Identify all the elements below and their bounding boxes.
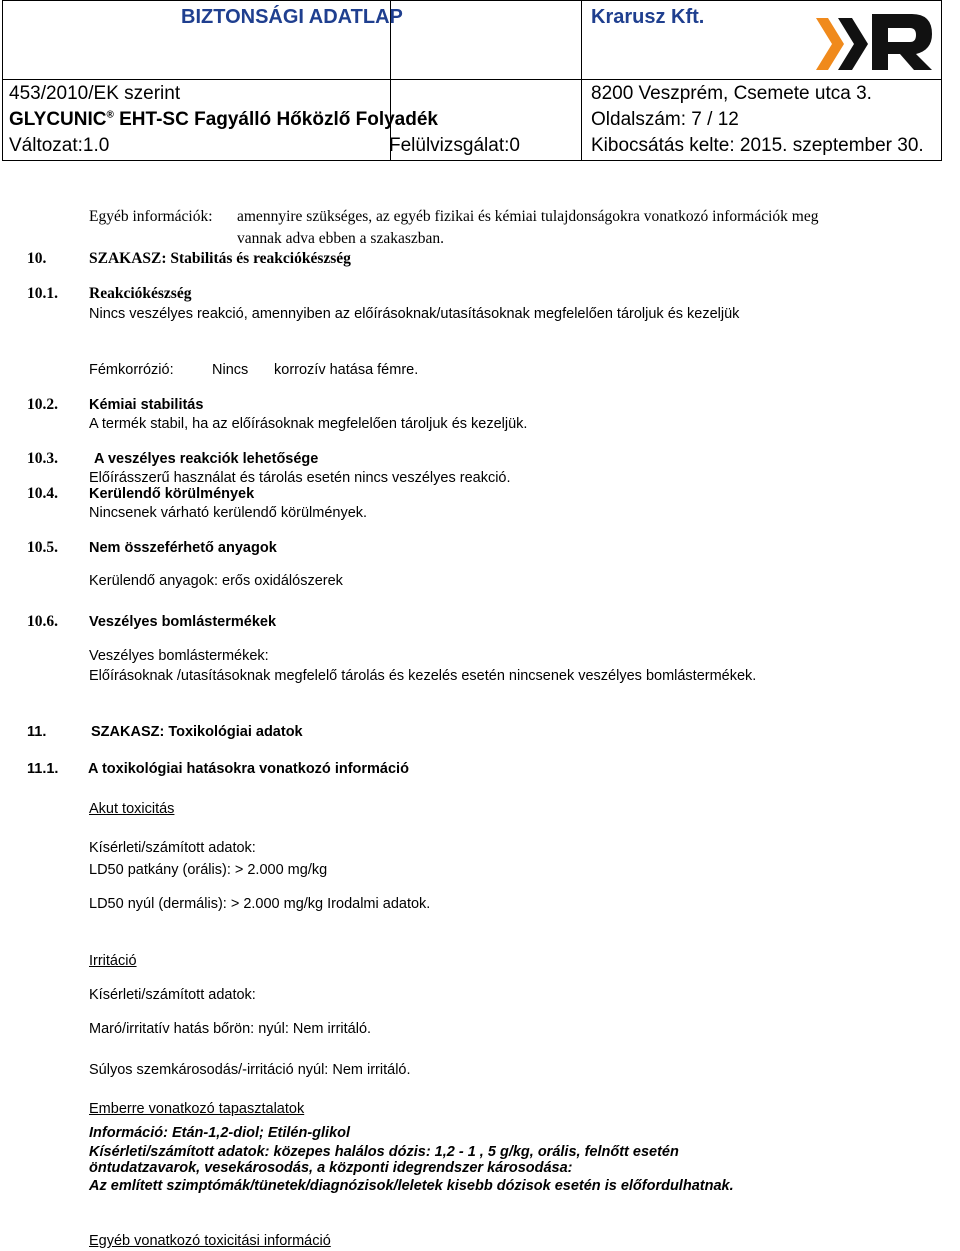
corrosion-value-2: korrozív hatása fémre. <box>274 362 419 378</box>
version: Változat:1.0 <box>9 135 110 156</box>
section-11-1-title: A toxikológiai hatásokra vonatkozó információ <box>88 761 409 777</box>
acute-dermal-value: LD50 nyúl (dermális): > 2.000 mg/kg Irodalmi adatok. <box>89 896 431 912</box>
human-data-line-1: Kísérleti/számított adatok: közepes halálos dózis: 1,2 - 1 , 5 g/kg, orális, felnőtt esetén <box>89 1144 679 1160</box>
section-10-2-title: Kémiai stabilitás <box>89 397 204 413</box>
header-row-divider <box>3 79 941 80</box>
other-info-label: Egyéb információk: <box>89 208 213 225</box>
company-name: Krarusz Kft. <box>591 6 705 28</box>
krarusz-kr-logo-icon <box>808 4 940 76</box>
section-10-6-label: Veszélyes bomlástermékek: <box>89 648 269 664</box>
section-10-1-text: Nincs veszélyes reakció, amennyiben az előírásoknak/utasításoknak megfelelően tároljuk és kezeljük <box>89 306 740 322</box>
section-10-4-text: Nincsenek várható kerülendő körülmények. <box>89 505 368 521</box>
section-11-number: 11. <box>27 724 47 740</box>
company-logo <box>808 4 940 76</box>
header-table <box>2 0 942 161</box>
acute-toxicity-heading: Akut toxicitás <box>89 801 175 817</box>
human-data-line-3: Az említett szimptómák/tünetek/diagnózisok/leletek kisebb dózisok esetén is előfordulhatnak. <box>89 1178 734 1194</box>
acute-data-label: Kísérleti/számított adatok: <box>89 840 256 856</box>
section-10-6-text: Előírásoknak /utasításoknak megfelelő tárolás és kezelés esetén nincsenek veszélyes bomlástermékek. <box>89 668 757 684</box>
irritation-heading: Irritáció <box>89 953 137 969</box>
section-10-4-title: Kerülendő körülmények <box>89 486 255 502</box>
section-10-6-number: 10.6. <box>27 613 58 630</box>
section-10-3-title: A veszélyes reakciók lehetősége <box>94 451 319 467</box>
human-experience-heading: Emberre vonatkozó tapasztalatok <box>89 1101 305 1117</box>
section-10-number: 10. <box>27 250 47 267</box>
section-10-3-text: Előírásszerű használat és tárolás esetén nincs veszélyes reakció. <box>89 470 511 486</box>
section-10-2-text: A termék stabil, ha az előírásoknak megfelelően tároljuk és kezeljük. <box>89 416 528 432</box>
section-10-2-number: 10.2. <box>27 396 58 413</box>
page-number: Oldalszám: 7 / 12 <box>591 109 739 130</box>
section-11-title: SZAKASZ: Toxikológiai adatok <box>91 724 303 740</box>
section-10-6-title: Veszélyes bomlástermékek <box>89 614 277 630</box>
skin-irritation-value: Maró/irritatív hatás bőrön: nyúl: Nem irritáló. <box>89 1021 372 1037</box>
human-data-line-2: öntudatzavarok, vesekárosodás, a központi idegrendszer károsodása: <box>89 1160 573 1176</box>
section-10-title: SZAKASZ: Stabilitás és reakciókészség <box>89 250 351 267</box>
section-11-1-number: 11.1. <box>27 761 59 777</box>
revision: Felülvizsgálat:0 <box>389 135 520 156</box>
logo-orange-chevron <box>816 18 844 70</box>
product-name: GLYCUNIC® EHT-SC Fagyálló Hőközlő Folyadék <box>9 109 438 130</box>
section-10-4-number: 10.4. <box>27 485 58 502</box>
human-info: Információ: Etán-1,2-diol; Etilén-glikol <box>89 1125 351 1141</box>
corrosion-label: Fémkorrózió: <box>89 362 174 378</box>
irritation-data-label: Kísérleti/számított adatok: <box>89 987 256 1003</box>
regulation: 453/2010/EK szerint <box>9 83 181 104</box>
logo-letter-r <box>872 14 932 70</box>
section-10-3-number: 10.3. <box>27 450 58 467</box>
document-title: BIZTONSÁGI ADATLAP <box>181 6 403 28</box>
corrosion-value-1: Nincs <box>212 362 249 378</box>
section-10-5-number: 10.5. <box>27 539 58 556</box>
issue-date: Kibocsátás kelte: 2015. szeptember 30. <box>591 135 924 156</box>
eye-irritation-value: Súlyos szemkárosodás/-irritáció nyúl: Nem irritáló. <box>89 1062 411 1078</box>
other-toxicity-heading: Egyéb vonatkozó toxicitási információ <box>89 1233 331 1249</box>
acute-oral-value: LD50 patkány (orális): > 2.000 mg/kg <box>89 862 328 878</box>
company-address: 8200 Veszprém, Csemete utca 3. <box>591 83 872 104</box>
section-10-5-text: Kerülendő anyagok: erős oxidálószerek <box>89 573 343 589</box>
section-10-1-title: Reakciókészség <box>89 285 192 302</box>
other-info-text-line1: amennyire szükséges, az egyéb fizikai és kémiai tulajdonságokra vonatkozó információk meg <box>237 208 819 225</box>
section-10-5-title: Nem összeférhető anyagok <box>89 540 277 556</box>
header-divider-2 <box>581 1 582 161</box>
other-info-text-line2: vannak adva ebben a szakaszban. <box>237 230 444 247</box>
section-10-1-number: 10.1. <box>27 285 58 302</box>
